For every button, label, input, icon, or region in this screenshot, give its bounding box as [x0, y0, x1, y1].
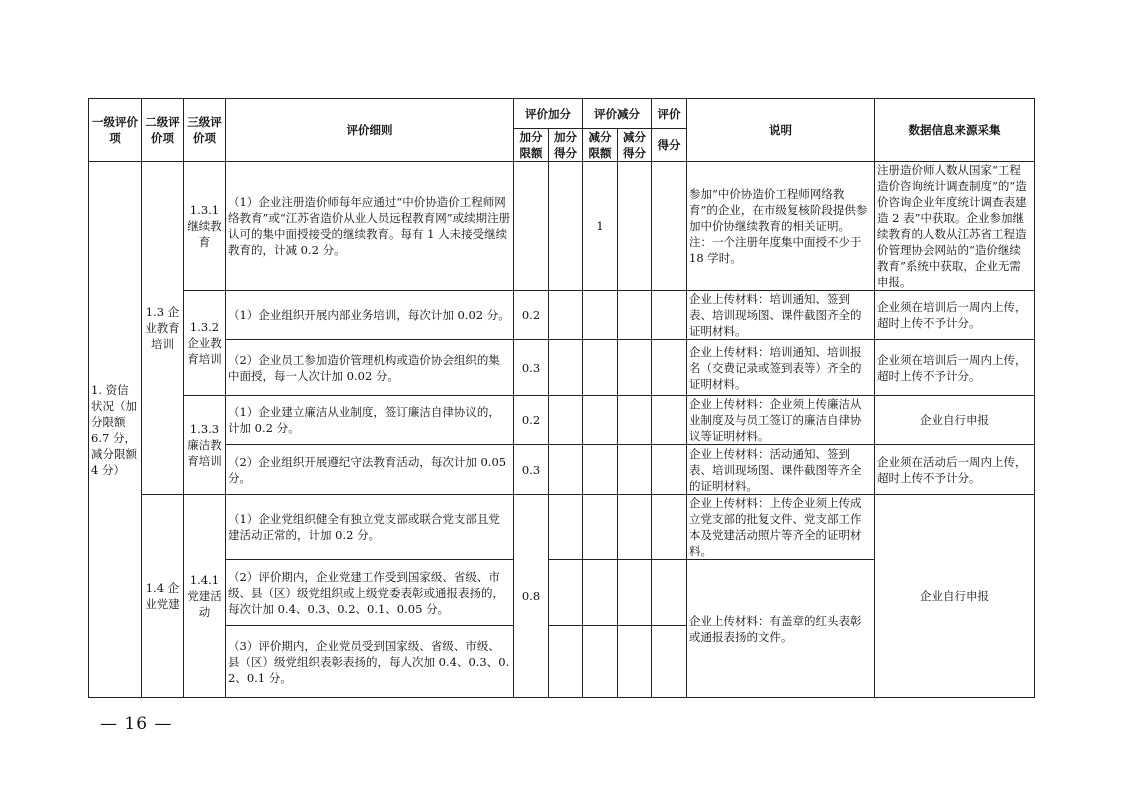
- source-cell: 企业自行申报: [875, 495, 1035, 698]
- detail-cell: （3）评价期内，企业党员受到国家级、省级、市级、县（区）级党组织表彰表扬的，每人次加 0.4、0.3、0.2、0.1 分。: [226, 626, 514, 698]
- bonus-score-cell: [549, 626, 583, 698]
- evaluation-table: [88, 98, 1035, 698]
- source-cell: 企业自行申报: [875, 396, 1035, 445]
- table-row: [89, 445, 1035, 495]
- explain-cell: 企业上传材料：企业须上传廉洁从业制度及与员工签订的廉洁自律协议等证明材料。: [687, 396, 875, 445]
- group-1-3-cell: 1.3 企业教育培训: [142, 162, 184, 495]
- header-deduct-score: 减分得分: [618, 129, 652, 162]
- bonus-limit-cell: [514, 162, 549, 291]
- eval-score-cell: [652, 626, 687, 698]
- header-source: 数据信息来源采集: [875, 99, 1035, 162]
- header-bonus-limit: 加分限额: [514, 129, 549, 162]
- bonus-limit-cell: 0.3: [514, 340, 549, 396]
- header-level3: 三级评价项: [184, 99, 226, 162]
- header-eval-group: 评价: [652, 99, 687, 129]
- eval-score-cell: [652, 340, 687, 396]
- deduct-score-cell: [618, 396, 652, 445]
- deduct-limit-cell: [583, 396, 618, 445]
- source-cell: 注册造价师人数从国家“工程造价咨询统计调查制度”的“造价咨询企业年度统计调查表建造 2 表”中获取。企业参加继续教育的人数从江苏省工程造价管理协会网站的“造价继续教育”系统中获取，企业无需申报。: [875, 162, 1035, 291]
- table-row: [89, 162, 1035, 291]
- deduct-score-cell: [618, 340, 652, 396]
- explain-cell: 企业上传材料：培训通知、签到表、培训现场图、课件截图齐全的证明材料。: [687, 291, 875, 340]
- detail-cell: （1）企业注册造价师每年应通过“中价协造价工程师网络教育”或“江苏省造价从业人员远程教育网”或续期注册认可的集中面授接受的继续教育。每有 1 人未接受继续教育的，计减 0.2 分。: [226, 162, 514, 291]
- page-number: — 16 —: [100, 714, 173, 734]
- header-bonus-score: 加分得分: [549, 129, 583, 162]
- header-explain: 说明: [687, 99, 875, 162]
- deduct-score-cell: [618, 626, 652, 698]
- level1-cell: 1. 资信状况（加分限额 6.7 分，减分限额 4 分）: [89, 162, 142, 698]
- header-deduct-limit: 减分限额: [583, 129, 618, 162]
- deduct-limit-cell: [583, 626, 618, 698]
- bonus-score-cell: [549, 445, 583, 495]
- bonus-score-cell: [549, 495, 583, 560]
- explain-cell: 参加“中价协造价工程师网络教育”的企业，在市级复核阶段提供参加中价协继续教育的相关证明。注：一个注册年度集中面授不少于 18 学时。: [687, 162, 875, 291]
- bonus-score-cell: [549, 396, 583, 445]
- explain-cell: 企业上传材料：活动通知、签到表、培训现场图、课件截图等齐全的证明材料。: [687, 445, 875, 495]
- deduct-score-cell: [618, 162, 652, 291]
- deduct-score-cell: [618, 560, 652, 626]
- deduct-limit-cell: 1: [583, 162, 618, 291]
- header-level1: 一级评价项: [89, 99, 142, 162]
- source-cell: 企业须在培训后一周内上传，超时上传不予计分。: [875, 340, 1035, 396]
- explain-cell: 企业上传材料：培训通知、培训报名（交费记录或签到表等）齐全的证明材料。: [687, 340, 875, 396]
- detail-cell: （2）评价期内，企业党建工作受到国家级、省级、市级、县（区）级党组织或上级党委表彰或通报表扬的，每次计加 0.4、0.3、0.2、0.1、0.05 分。: [226, 560, 514, 626]
- bonus-limit-cell: 0.2: [514, 396, 549, 445]
- eval-score-cell: [652, 396, 687, 445]
- deduct-limit-cell: [583, 291, 618, 340]
- eval-score-cell: [652, 560, 687, 626]
- deduct-score-cell: [618, 495, 652, 560]
- deduct-limit-cell: [583, 495, 618, 560]
- detail-cell: （1）企业建立廉洁从业制度，签订廉洁自律协议的，计加 0.2 分。: [226, 396, 514, 445]
- bonus-score-cell: [549, 162, 583, 291]
- source-cell: 企业须在培训后一周内上传，超时上传不予计分。: [875, 291, 1035, 340]
- source-cell: 企业须在活动后一周内上传，超时上传不予计分。: [875, 445, 1035, 495]
- header-level2: 二级评价项: [142, 99, 184, 162]
- table-row: [89, 291, 1035, 340]
- explain-cell: 企业上传材料：上传企业须上传成立党支部的批复文件、党支部工作本及党建活动照片等齐全的证明材料。: [687, 495, 875, 560]
- explain-cell: 企业上传材料：有盖章的红头表彰或通报表扬的文件。: [687, 560, 875, 698]
- header-eval-score: 得分: [652, 129, 687, 162]
- l3-1-3-2-cell: 1.3.2 企业教育培训: [184, 291, 226, 396]
- deduct-score-cell: [618, 291, 652, 340]
- header-detail: 评价细则: [226, 99, 514, 162]
- deduct-limit-cell: [583, 340, 618, 396]
- group-1-4-cell: 1.4 企业党建: [142, 495, 184, 698]
- eval-score-cell: [652, 495, 687, 560]
- bonus-score-cell: [549, 340, 583, 396]
- eval-score-cell: [652, 291, 687, 340]
- deduct-score-cell: [618, 445, 652, 495]
- table-row: [89, 340, 1035, 396]
- detail-cell: （1）企业组织开展内部业务培训，每次计加 0.02 分。: [226, 291, 514, 340]
- bonus-limit-cell: 0.2: [514, 291, 549, 340]
- l3-1-4-1-cell: 1.4.1 党建活动: [184, 495, 226, 698]
- table-row: [89, 396, 1035, 445]
- deduct-limit-cell: [583, 445, 618, 495]
- bonus-limit-cell: 0.3: [514, 445, 549, 495]
- detail-cell: （1）企业党组织健全有独立党支部或联合党支部且党建活动正常的，计加 0.2 分。: [226, 495, 514, 560]
- bonus-limit-cell: 0.8: [514, 495, 549, 698]
- table-row: [89, 495, 1035, 560]
- l3-1-3-1-cell: 1.3.1 继续教育: [184, 162, 226, 291]
- detail-cell: （2）企业组织开展遵纪守法教育活动，每次计加 0.05 分。: [226, 445, 514, 495]
- eval-score-cell: [652, 162, 687, 291]
- bonus-score-cell: [549, 291, 583, 340]
- detail-cell: （2）企业员工参加造价管理机构或造价协会组织的集中面授，每一人次计加 0.02 分。: [226, 340, 514, 396]
- bonus-score-cell: [549, 560, 583, 626]
- header-deduct-group: 评价减分: [583, 99, 652, 129]
- l3-1-3-3-cell: 1.3.3 廉洁教育培训: [184, 396, 226, 495]
- eval-score-cell: [652, 445, 687, 495]
- deduct-limit-cell: [583, 560, 618, 626]
- header-bonus-group: 评价加分: [514, 99, 583, 129]
